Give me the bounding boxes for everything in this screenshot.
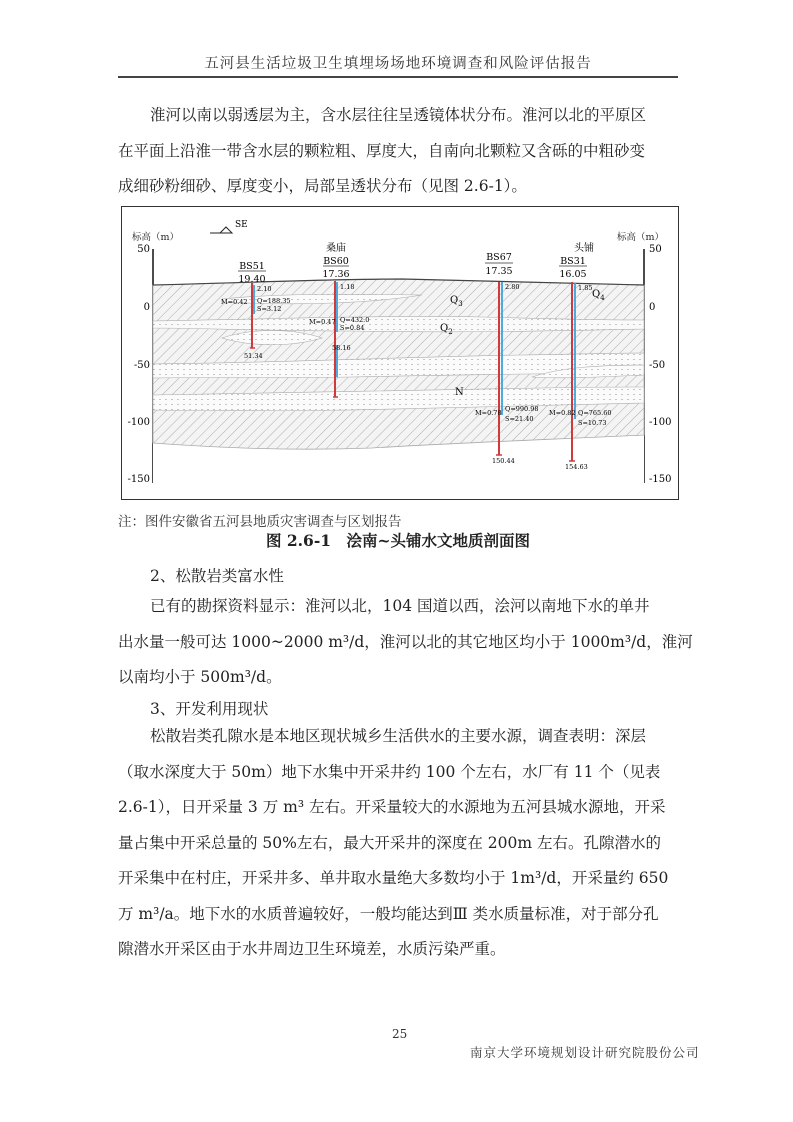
borehole-id: BS67: [486, 252, 512, 263]
axis-tick-label: -100: [127, 417, 150, 428]
axis-tick-label: -50: [649, 360, 666, 371]
borehole-depth: 154.63: [565, 463, 588, 471]
value-m: M=0.47: [309, 318, 336, 326]
strata-layers: [153, 279, 644, 485]
paragraph-line: 淮河以南以弱透层为主，含水层往往呈透镜体状分布。淮河以北的平原区: [150, 106, 647, 124]
footer-organization: 南京大学环境规划设计研究院股份公司: [470, 1045, 700, 1060]
report-header-title: 五河县生活垃圾卫生填埋场场地环境调查和风险评估报告: [204, 56, 592, 72]
drawdown-s: S=10.73: [578, 419, 607, 427]
axis-tick-label: -150: [649, 474, 672, 485]
borehole-elevation: 17.35: [485, 266, 513, 277]
hydrogeologic-cross-section-figure: [121, 206, 679, 500]
section3-paragraph: [118, 719, 678, 968]
section-heading: 3、开发利用现状: [150, 700, 269, 718]
drawdown-s: S=0.84: [340, 324, 365, 332]
place-name: 桑庙: [326, 243, 346, 254]
section-heading: 2、松散岩类富水性: [150, 567, 284, 585]
stratum-label-q3: $Q_3$: [450, 295, 463, 308]
drawdown-s: S=21.40: [505, 415, 534, 423]
figure-note: 注：图件安徽省五河县地质灾害调查与区划报告: [118, 514, 402, 530]
paragraph-line: 万 m³/a。地下水的水质普遍较好，一般均能达到Ⅲ 类水质量标准，对于部分孔: [118, 904, 659, 923]
yield-q: Q=990.98: [505, 405, 539, 413]
left-axis-label: 标高（m）: [132, 232, 180, 243]
water-depth: 2.80: [505, 283, 520, 291]
axis-tick-label: -150: [127, 474, 150, 485]
direction-label: SE: [235, 220, 248, 230]
water-depth: 1.18: [340, 283, 355, 291]
stratum-label-q2: $Q_2$: [440, 323, 453, 336]
drawdown-s: S=3.12: [257, 305, 282, 313]
value-m: M=0.78: [475, 409, 502, 417]
borehole-id: BS60: [323, 256, 349, 267]
axis-tick-label: 50: [649, 244, 662, 255]
yield-q: Q=188.35: [257, 297, 291, 305]
paragraph-line: 已有的勘探资料显示：淮河以北，104 国道以西，浍河以南地下水的单井: [150, 597, 650, 615]
right-axis-label: 标高（m）: [617, 232, 665, 243]
value-m: M=0.82: [549, 409, 576, 417]
borehole-depth: 51.34: [244, 352, 263, 360]
paragraph-line: 2.6-1），日开采量 3 万 m³ 左右。开采量较大的水源地为五河县城水源地，开采: [118, 798, 666, 816]
left-axis-ticks: [128, 244, 150, 485]
borehole-elevation: 16.05: [559, 269, 587, 280]
right-axis-ticks: [649, 244, 671, 485]
section2-paragraph: [118, 589, 693, 696]
borehole-depth: 58.16: [332, 344, 351, 352]
paragraph-line: 出水量一般可达 1000~2000 m³/d，淮河以北的其它地区均小于 1000m³/d，淮河: [118, 632, 693, 651]
axis-tick-label: 0: [649, 302, 656, 313]
paragraph-line: （取水深度大于 50m）地下水集中开采井约 100 个左右，水厂有 11 个（见表: [118, 762, 661, 781]
borehole-id: BS51: [239, 261, 265, 272]
borehole-id: BS31: [560, 256, 586, 267]
paragraph-line: 在平面上沿淮一带含水层的颗粒粗、厚度大，自南向北颗粒又含砾的中粗砂变: [118, 141, 646, 160]
page-number: 25: [392, 1027, 408, 1041]
yield-q: Q=765.60: [578, 409, 612, 417]
stratum-label-q4: $Q_4$: [592, 289, 605, 302]
paragraph-line: 成细砂粉细砂、厚度变小，局部呈透状分布（见图 2.6-1）。: [118, 177, 527, 195]
cross-section-svg: [122, 207, 678, 499]
borehole-elevation: 19.40: [238, 274, 266, 285]
stratum-label-n: N: [455, 387, 464, 398]
intro-paragraph: [118, 98, 678, 205]
place-name: 头铺: [574, 243, 594, 254]
yield-q: Q=432.0: [340, 316, 370, 324]
axis-tick-label: -50: [133, 360, 150, 371]
direction-arrow-icon: [210, 227, 232, 233]
axis-tick-label: -100: [649, 417, 672, 428]
paragraph-line: 开采集中在村庄，开采井多、单井取水量绝大多数均小于 1m³/d，开采量约 650: [118, 869, 669, 887]
axis-tick-label: 50: [137, 244, 150, 255]
water-depth: 2.10: [257, 285, 272, 293]
value-m: M=0.42: [221, 298, 248, 306]
figure-caption: 图 2.6-1 浍南~头铺水文地质剖面图: [265, 531, 531, 550]
paragraph-line: 以南均小于 500m³/d。: [118, 668, 282, 686]
water-depth: 1.85: [578, 284, 593, 292]
borehole-elevation: 17.36: [322, 269, 350, 280]
axis-tick-label: 0: [143, 302, 150, 313]
paragraph-line: 量占集中开采总量的 50%左右，最大开采井的深度在 200m 左右。孔隙潜水的: [118, 833, 662, 852]
paragraph-line: 松散岩类孔隙水是本地区现状城乡生活供水的主要水源，调查表明：深层: [150, 727, 647, 745]
borehole-depth: 150.44: [492, 457, 515, 465]
paragraph-line: 隙潜水开采区由于水井周边卫生环境差，水质污染严重。: [118, 940, 506, 958]
header-rule: [118, 76, 678, 78]
